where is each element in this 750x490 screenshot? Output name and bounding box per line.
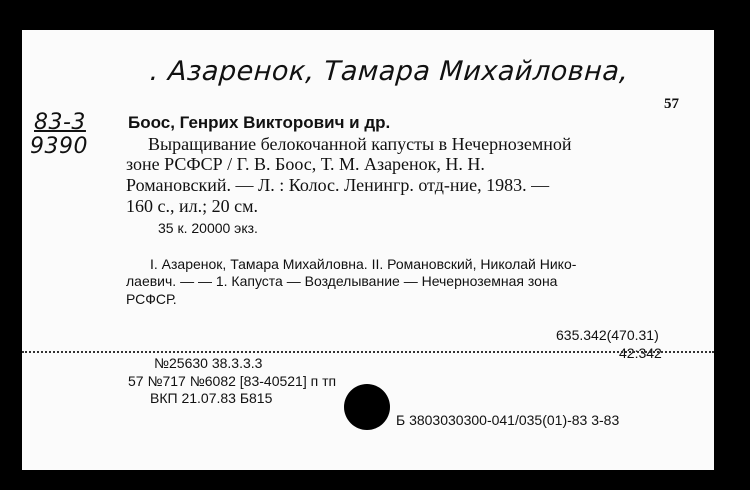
catalog-card: [22, 30, 714, 470]
handwritten-call-number-bottom: 9390: [30, 134, 88, 159]
tracing-line-2: лаевич. — — 1. Капуста — Возделывание — Нечерноземная зона: [126, 273, 558, 289]
handwritten-name: . Азаренок, Тамара Михайловна,: [148, 56, 630, 87]
price-run: 35 к. 20000 экз.: [158, 220, 258, 236]
registration-line-2: 57 №717 №6082 [83-40521] п тп: [128, 373, 337, 389]
description-line-2: зоне РСФСР / Г. В. Боос, Т. М. Азаренок, Н. Н.: [126, 154, 485, 174]
tracing-line-3: РСФСР.: [126, 291, 177, 307]
bbk-code: 42:342: [619, 345, 662, 361]
isbn-line: Б 3803030300-041/035(01)-83 3-83: [396, 412, 620, 428]
dotted-divider: [22, 351, 714, 353]
description-line-1: Выращивание белокочанной капусты в Нечерноземной: [148, 134, 572, 154]
handwritten-call-number-top: 83-3: [34, 110, 86, 135]
description-line-3: Романовский. — Л. : Колос. Ленингр. отд-ние, 1983. —: [126, 175, 550, 195]
tracing-line-1: I. Азаренок, Тамара Михайловна. II. Романовский, Николай Нико-: [150, 256, 577, 272]
registration-line-3: ВКП 21.07.83 Б815: [150, 390, 273, 406]
author-heading: Боос, Генрих Викторович и др.: [128, 113, 391, 132]
ink-stamp-blot: [344, 384, 390, 430]
registration-line-1: №25630 38.3.3.3: [154, 355, 263, 371]
udc-code: 635.342(470.31): [556, 327, 659, 343]
scan-border: [714, 30, 750, 470]
description-line-4: 160 с., ил.; 20 см.: [126, 196, 258, 216]
page-number: 57: [664, 96, 679, 112]
